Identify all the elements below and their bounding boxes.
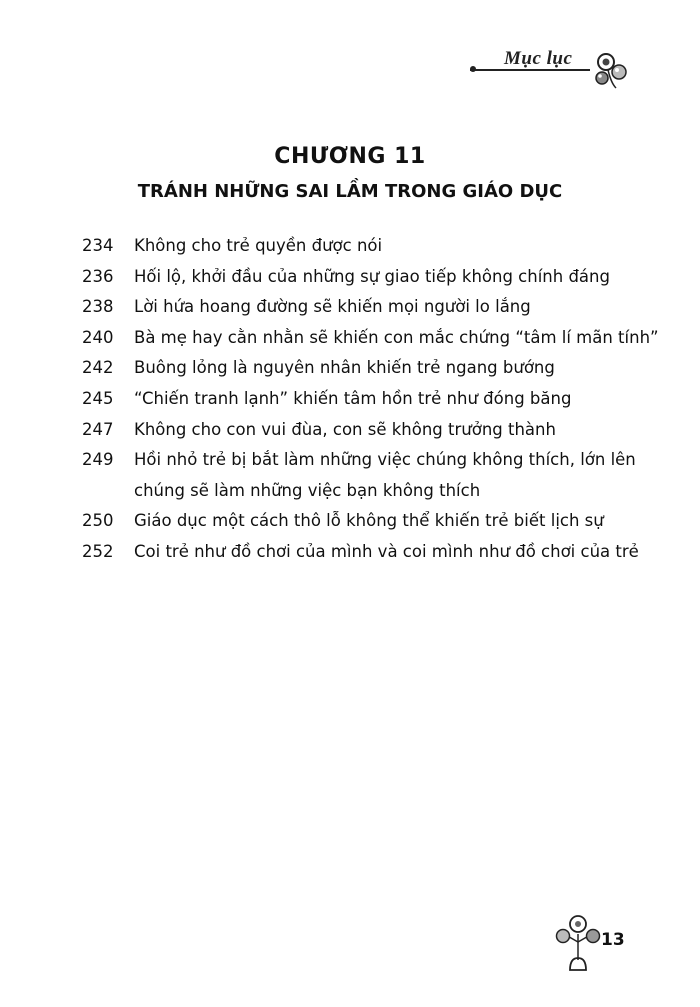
toc-page-number: 245 [82,388,114,408]
toc-page-number: 236 [82,266,114,286]
page-footer [554,912,634,974]
toc-entry [82,506,662,537]
chapter-number: CHƯƠNG 11 [274,144,426,169]
toc-page-number: 242 [82,358,114,378]
toc-entry [82,353,662,384]
toc-entry-title: Hối lộ, khởi đầu của những sự giao tiếp không chính đáng [134,266,610,286]
toc-page-number: 240 [82,327,114,347]
toc-entry [82,537,662,568]
toc-entry [82,231,662,262]
toc-entry [82,384,662,415]
toc-page-number: 252 [82,541,114,561]
toc-entry-title: Hồi nhỏ trẻ bị bắt làm những việc chúng không thích, lớn lên chúng sẽ làm những việc bạn không thích [134,450,636,500]
table-of-contents [82,231,662,568]
toc-entry-title: Buông lỏng là nguyên nhân khiến trẻ ngang bướng [134,358,555,378]
toc-entry-title: “Chiến tranh lạnh” khiến tâm hồn trẻ như đóng băng [134,388,572,408]
toc-entry-title: Giáo dục một cách thô lỗ không thể khiến trẻ biết lịch sự [134,511,604,531]
running-header-title: Mục lục [504,48,573,69]
running-header [470,40,630,100]
page-number: 13 [601,930,625,950]
flower-ornament-icon [554,912,602,974]
toc-entry [82,262,662,293]
toc-entry [82,323,662,354]
toc-page-number: 234 [82,236,114,255]
toc-page-number: 247 [82,419,114,439]
toc-entry-title: Lời hứa hoang đường sẽ khiến mọi người lo lắng [134,297,531,317]
toc-page-number: 249 [82,450,114,470]
chapter-title: TRÁNH NHỮNG SAI LẦM TRONG GIÁO DỤC [137,181,563,202]
toc-page-number: 250 [82,511,114,531]
toc-entry-title: Không cho trẻ quyền được nói [134,236,383,255]
toc-page-number: 238 [82,297,114,317]
toc-entry-title: Không cho con vui đùa, con sẽ không trưởng thành [134,419,556,439]
toc-entry-title: Bà mẹ hay cằn nhằn sẽ khiến con mắc chứng “tâm lí mãn tính” [134,327,659,347]
flower-ornament-icon [586,48,630,92]
toc-entry [82,415,662,446]
toc-entry-title: Coi trẻ như đồ chơi của mình và coi mình như đồ chơi của trẻ [134,541,639,561]
toc-entry [82,445,662,506]
toc-entry [82,292,662,323]
